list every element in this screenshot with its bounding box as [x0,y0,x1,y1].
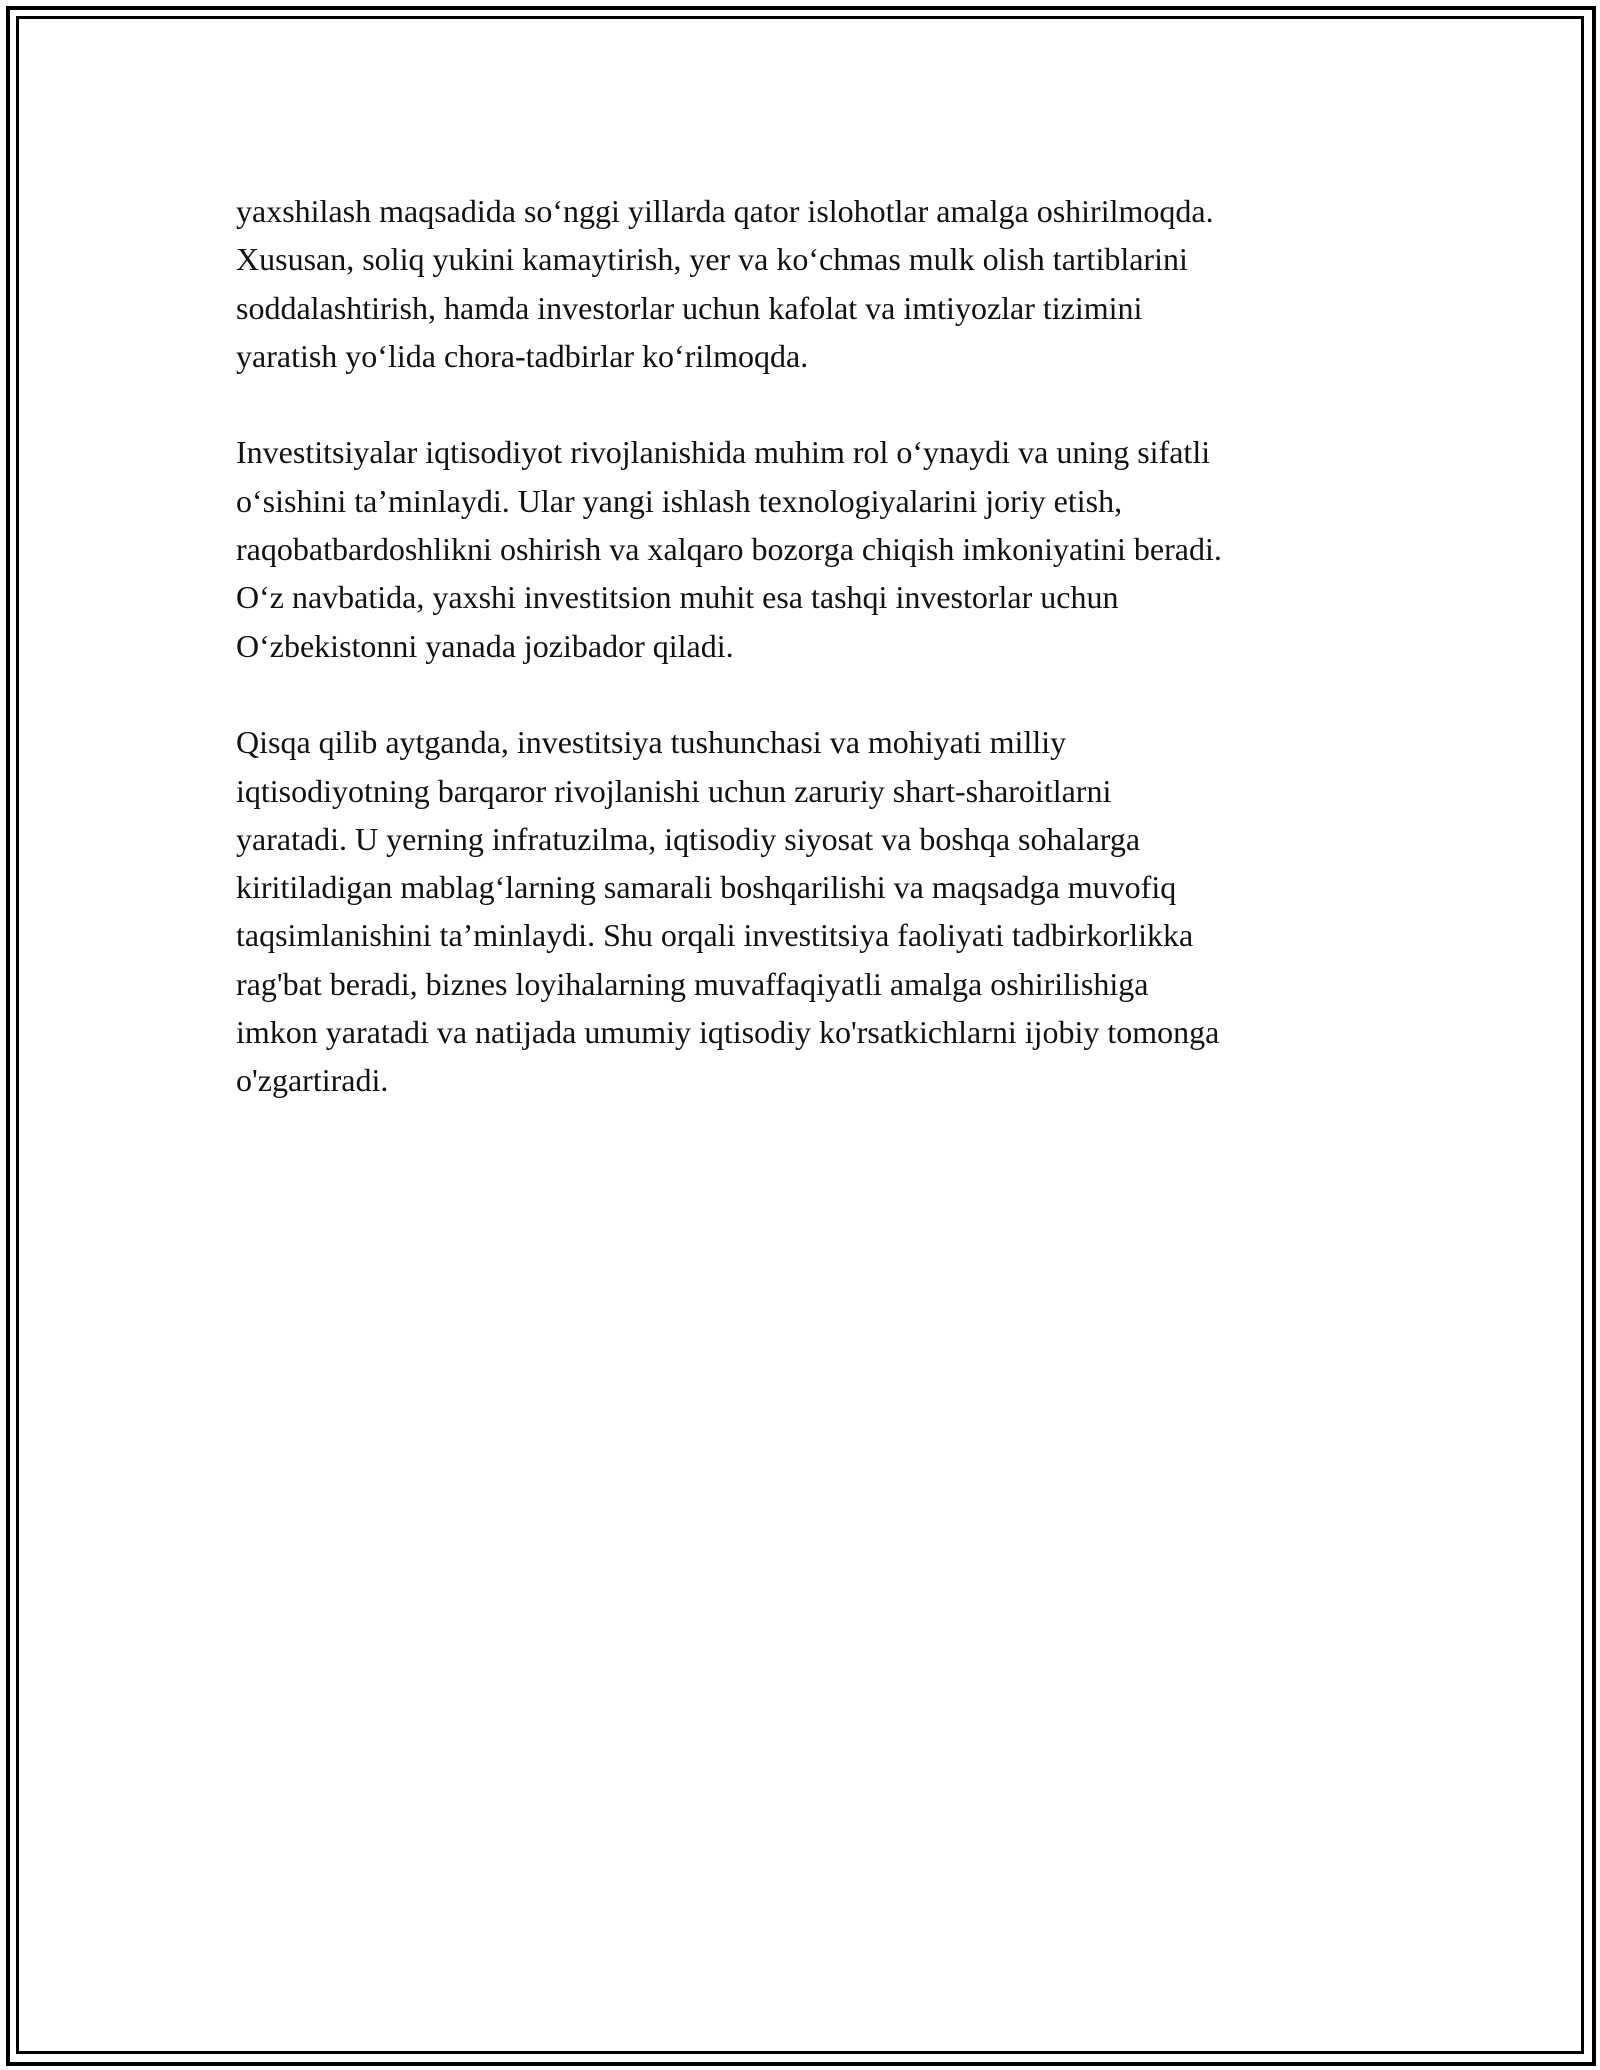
paragraph-1: yaxshilash maqsadida so‘nggi yillarda qator islohotlar amalga oshirilmoqda. Xususan, soliq yukini kamaytirish, yer va ko‘chmas mulk olish tartiblarini soddalashtirish, hamda investorlar uchun kafolat va imtiyozlar tizimini yaratish yo‘lida chora-tadbirlar ko‘rilmoqda. [236,193,1214,374]
paragraph-2: Investitsiyalar iqtisodiyot rivojlanishida muhim rol o‘ynaydi va uning sifatli o‘sishini ta’minlaydi. Ular yangi ishlash texnologiyalarini joriy etish, raqobatbardoshlikni oshirish va xalqaro bozorga chiqish imkoniyatini beradi. O‘z navbatida, yaxshi investitsion muhit esa tashqi investorlar uchun O‘zbekistonni yanada jozibador qiladi. [236,434,1222,664]
document-body [236,187,1376,1153]
paragraph-3: Qisqa qilib aytganda, investitsiya tushunchasi va mohiyati milliy iqtisodiyotning barqaror rivojlanishi uchun zaruriy shart-sharoitlarni yaratadi. U yerning infratuzilma, iqtisodiy siyosat va boshqa sohalarga kiritiladigan mablag‘larning samarali boshqarilishi va maqsadga muvofiq taqsimlanishini ta’minlaydi. Shu orqali investitsiya faoliyati tadbirkorlikka rag'bat beradi, biznes loyihalarning muvaffaqiyatli amalga oshirilishiga imkon yaratadi va natijada umumiy iqtisodiy ko'rsatkichlarni ijobiy tomonga o'zgartiradi. [236,724,1220,1099]
